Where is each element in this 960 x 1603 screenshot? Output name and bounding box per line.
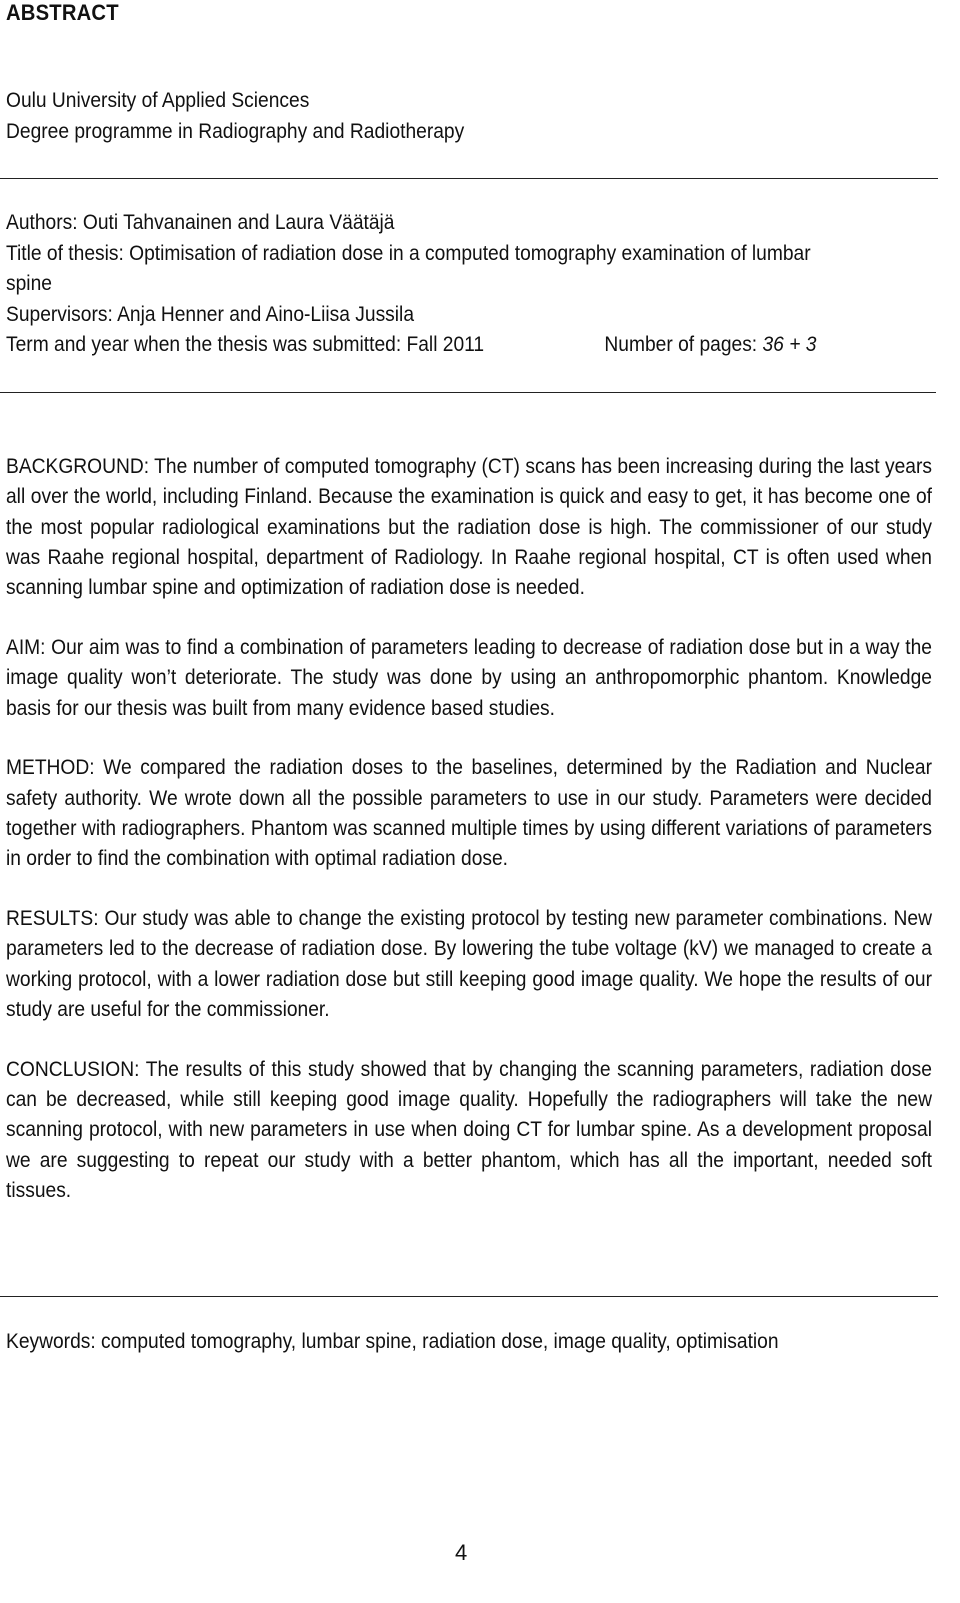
divider-middle: [0, 392, 936, 393]
keywords-line: Keywords: computed tomography, lumbar spine, radiation dose, image quality, optimisation: [6, 1330, 779, 1353]
institution-block: [6, 86, 930, 147]
aim-paragraph: AIM: Our aim was to find a combination of parameters leading to decrease of radiation dose but in a way the image quality won’t deteriorate. The study was done by using an anthropomorphic phantom. Knowledge basis for our thesis was built from many evidence based studies.: [6, 635, 932, 720]
page-number: 4: [455, 1540, 468, 1565]
term-text: Term and year when the thesis was submitted: Fall 2011: [6, 333, 485, 356]
thesis-title-line-2: spine: [6, 272, 52, 295]
conclusion-paragraph: CONCLUSION: The results of this study showed that by changing the scanning parameters, radiation dose can be decreased, while still keeping good image quality. Hopefully the radiographers will take the new scanning protocol, with new parameters in use when doing CT for lumbar spine. As a development proposal we are suggesting to repeat our study with a better phantom, which has all the important, needed soft tissues.: [6, 1057, 932, 1202]
results-paragraph: RESULTS: Our study was able to change the existing protocol by testing new parameter combinations. New parameters led to the decrease of radiation dose. By lowering the tube voltage (kV) we managed to create a working protocol, with a lower radiation dose but still keeping good image quality. We hope the results of our study are useful for the commissioner.: [6, 907, 932, 1021]
abstract-body: [6, 452, 932, 1236]
divider-top: [0, 178, 938, 179]
degree-programme: Degree programme in Radiography and Radiotherapy: [6, 119, 465, 143]
pages-label: Number of pages:: [604, 333, 763, 356]
background-paragraph: BACKGROUND: The number of computed tomography (CT) scans has been increasing during the last years all over the world, including Finland. Because the examination is quick and easy to get, it has become one of the most popular radiological examinations but the radiation dose is high. The commissioner of our study was Raahe regional hospital, department of Radiology. In Raahe regional hospital, CT is often used when scanning lumbar spine and optimization of radiation dose is needed.: [6, 455, 932, 600]
term-and-pages-line: [6, 330, 930, 361]
method-paragraph: METHOD: We compared the radiation doses to the baselines, determined by the Radiation and Nuclear safety authority. We wrote down all the possible parameters to use in our study. Parameters were decided together with radiographers. Phantom was scanned multiple times by using different variations of parameters in order to find the combination with optimal radiation dose.: [6, 756, 932, 871]
supervisors-line: Supervisors: Anja Henner and Aino-Liisa Jussila: [6, 302, 415, 326]
thesis-title-line-1: Title of thesis: Optimisation of radiation dose in a computed tomography examination of lumbar: [6, 241, 811, 265]
number-of-pages: [604, 330, 816, 361]
thesis-details-block: [6, 208, 930, 361]
divider-bottom: [0, 1296, 938, 1297]
authors-line: Authors: Outi Tahvanainen and Laura Väätäjä: [6, 211, 395, 234]
university-name: Oulu University of Applied Sciences: [6, 89, 310, 112]
pages-value: 36 + 3: [762, 333, 817, 356]
abstract-heading: ABSTRACT: [6, 0, 119, 25]
